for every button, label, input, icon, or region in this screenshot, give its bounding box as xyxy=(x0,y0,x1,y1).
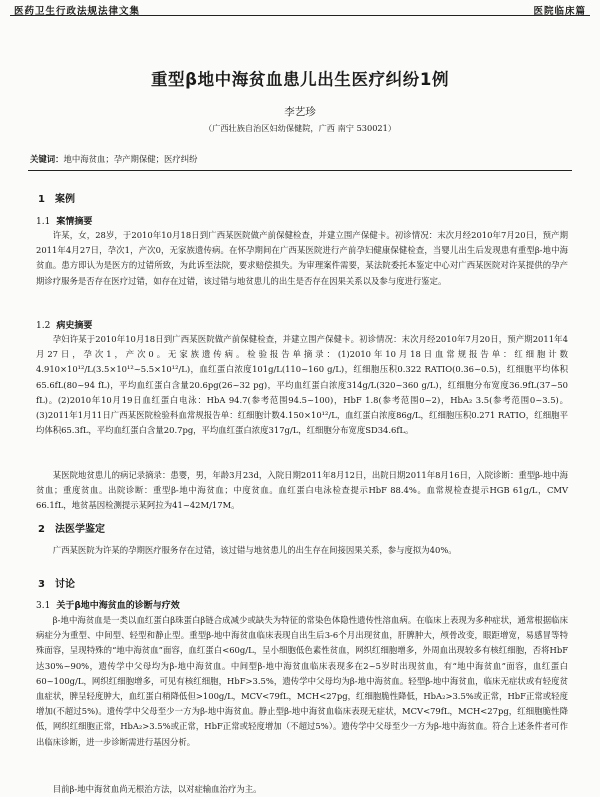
keywords-rule xyxy=(28,170,572,171)
header-rule xyxy=(10,15,590,16)
keywords xyxy=(30,153,198,165)
keywords-text: 地中海贫血；孕产期保健；医疗纠纷 xyxy=(63,154,198,164)
section-heading-forensic: 2 法医学鉴定 xyxy=(38,524,105,535)
header-left: 医药卫生行政法规法律文集 xyxy=(14,6,141,17)
article-title: 重型β地中海贫血患儿出生医疗纠纷1例 xyxy=(150,70,450,89)
subsection-heading-history: 1.2 病史摘要 xyxy=(36,321,93,331)
running-header xyxy=(10,2,590,16)
paragraph-forensic-opinion: 广西某医院为许某的孕期医疗服务存在过错，该过错与地贫患儿的出生存在间接因果关系，参与度拟为40%。 xyxy=(52,545,457,555)
paragraph-infant-record: 某医院地贫患儿的病记录摘录：患婴，男，年龄3月23d，入院日期2011年8月12日，出院日期2011年8月16日，入院诊断：重型β-地中海贫血；重度贫血。出院诊断：重型β-地中海贫血；中度贫血。血红蛋白电泳检查提示HbF 88.4%。血常规检查提示HGB 61g/L，CMV 66.1fL，地贫基因检测提示某阿拉为41~42M/17M。 xyxy=(36,470,568,511)
keywords-label: 关键词： xyxy=(30,154,64,164)
paragraph-case-summary: 许某，女，28岁，于2010年10月18日到广西某医院做产前保健检查，并建立围产保健卡。初诊情况：末次月经2010年7月20日，预产期2011年4月27日，孕次1，产次0，无家族遗传病。在怀孕期间在广西某医院进行产前孕妇健康保健检查，当婴儿出生后发现患有重型β-地中海贫血。患方即认为是医方的过错所致，为此诉至法院，要求赔偿损失。为审理案件需要，某法院委托本鉴定中心对广西某医院对许某提供的孕产期诊疗服务是否存在医疗过错，如存在过错，该过错与地贫患儿的出生是否存在因果关系以及参与度进行鉴定。 xyxy=(36,230,568,286)
paragraph-treatment: 目前β-地中海贫血尚无根治方法，以对症输血治疗为主。 xyxy=(52,784,262,794)
paragraph-diagnosis-discussion: β-地中海贫血是一类以血红蛋白β珠蛋白β链合成减少或缺失为特征的常染色体隐性遗传性溶血病。在临床上表现为多种症状，通常根据临床病症分为重型、中间型、轻型和静止型。重型β-地中海贫血临床表现自出生后3-6个月出现贫血，肝脾肿大，颅骨改变，眼距增宽，易感冒等特殊面容，呈现特殊的“地中海贫血”面容，血红蛋白<60g/L，呈小细胞低色素性贫血，网织红细胞增多，外周血出现较多有核红细胞，否将HbF达30%~90%，遗传学中父母均为β-地中海贫血。中间型β-地中海贫血临床表现多在2~5岁时出现贫血，有“地中海贫血”面容，血红蛋白60~100g/L，网织红细胞增多，可见有核红细胞，HbF>3.5%，遗传学中父母均为β-地中海贫血。轻型β-地中海贫血，临床无症状或有轻度贫血症状，脾呈轻度肿大，血红蛋白稍降低但>100g/L，MCV<79fL，MCH<27pg，红细胞脆性降低，HbA₂>3.5%或正常，HbF正常或轻度增加(不超过5%)。遗传学中父母至少一方为β-地中海贫血。静止型β-地中海贫血临床表现无症状，MCV<79fL，MCH<27pg，红细胞脆性降低，网织红细胞正常，HbA₂>3.5%或正常，HbF正常或轻度增加（不超过5%）。遗传学中父母至少一方为β-地中海贫血。符合上述条件者可作出临床诊断，进一步诊断需进行基因分析。 xyxy=(36,615,568,747)
author: 李艺珍 xyxy=(284,106,316,118)
subsection-heading-diagnosis: 3.1 关于β地中海贫血的诊断与疗效 xyxy=(36,601,180,611)
subsection-heading-summary: 1.1 案情摘要 xyxy=(36,217,93,227)
paragraph-medical-history: 孕妇许某于2010年10月18日到广西某医院做产前保健检查，并建立围产保健卡。初诊情况：末次月经2010年7月20日，预产期2011年4月27日，孕次1，产次0。无家族遗传病。检验报告单摘录：(1)2010年10月18日血常规报告单：红细胞计数4.910×10¹²/L(3.5×10¹²~5.5×10¹²/L)，血红蛋白浓度101g/L(110~160 g/L)，红细胞压积0.322 RATIO(0.36~0.5)，红细胞平均体积65.6fL(80~94 fL)，平均血红蛋白含量20.6pg(26~32 pg)，平均血红蛋白浓度314g/L(320~360 g/L)，红细胞分布宽度36.9fL(37~50 fL)。(2)2010年10月19日血红蛋白电泳：HbA 94.7(参考范围94.5~100)，HbF 1.8(参考范围0~2)，HbA₂ 3.5(参考范围0~3.5)。(3)2011年1月11日广西某医院检验科血常规报告单：红细胞计数4.150×10¹²/L，血红蛋白浓度86g/L，红细胞压积0.271 RATIO，红细胞平均体积65.3fL，平均血红蛋白含量20.7pg，平均血红蛋白浓度317g/L，红细胞分布宽度SD34.6fL。 xyxy=(36,334,568,436)
section-heading-discussion: 3 讨论 xyxy=(38,579,75,590)
affiliation: （广西壮族自治区妇幼保健院，广西 南宁 530021） xyxy=(203,123,397,133)
section-heading-case: 1 案例 xyxy=(38,194,75,205)
header-right: 医院临床篇 xyxy=(533,6,586,17)
